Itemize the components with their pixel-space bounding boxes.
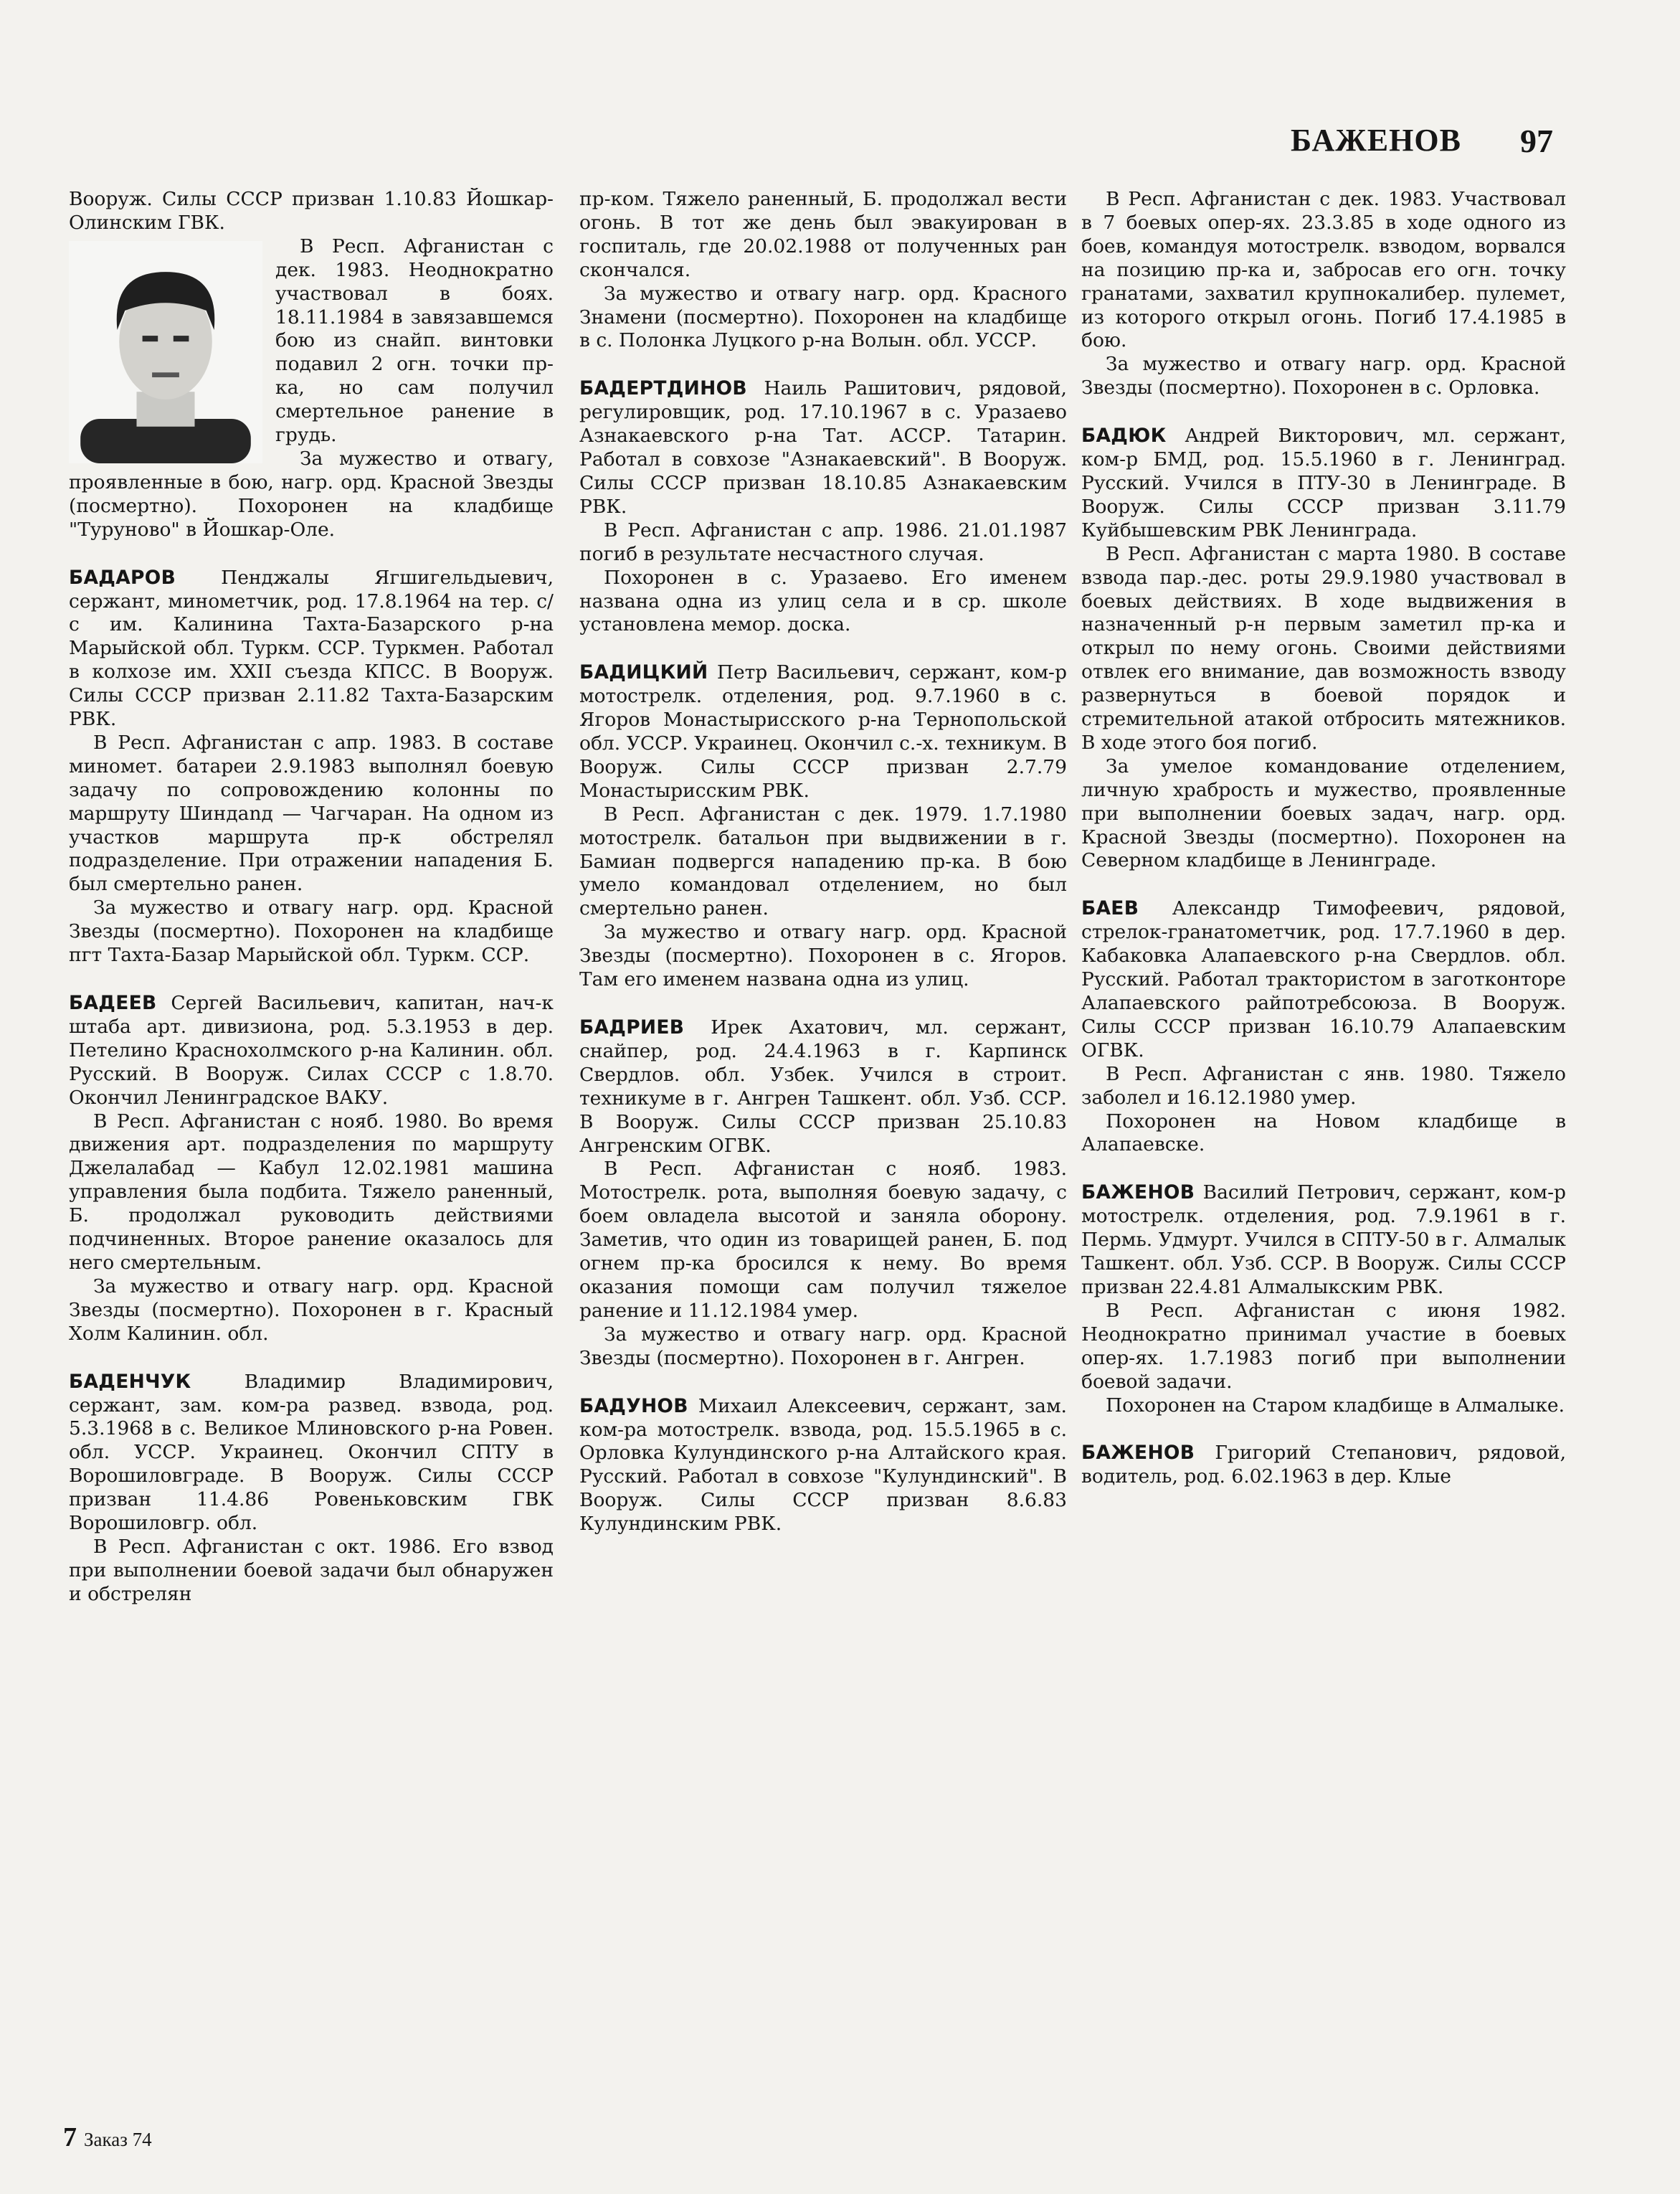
entry-text: Похоронен на Старом кладбище в Алмалыке. xyxy=(1106,1394,1565,1417)
entry-continued xyxy=(579,188,1067,353)
entry-text: За мужество и отвагу нагр. орд. Красной Звезды (посмертно). Похоронен на кладбище пгт Тахта-Базар Марыйской обл. Туркм. ССР. xyxy=(69,897,554,967)
entry-text: БАДАРОВ Пенджалы Ягшигельдыевич, сержант, минометчик, род. 17.8.1964 на тер. с/с им. Калинина Тахта-Базарского р-на Марыйской обл. Туркм. ССР. Туркмен. Работал в колхозе им. XXII съезда КПСС. В Вооруж. Силы СССР призван 2.11.82 Тахта-Базарским РВК. xyxy=(69,566,554,731)
page-footer xyxy=(63,2122,350,2153)
entry-text: В Респ. Афганистан с июня 1982. Неоднократно принимал участие в боевых опер-ях. 1.7.1983 погиб при выполнении боевой задачи. xyxy=(1081,1299,1566,1393)
entry-text: БАДЕРТДИНОВ Наиль Рашитович, рядовой, регулировщик, род. 17.10.1967 в с. Уразаево Азнакаевского р-на Тат. АССР. Татарин. Работал в совхозе "Азнакаевский". В Вооруж. Силы СССР призван 18.10.85 Азнакаевским РВК. xyxy=(579,377,1067,518)
entry-text: БАДИЦКИЙ Петр Васильевич, сержант, ком-р мотострелк. отделения, род. 9.7.1960 в с. Ягоров Монастырисского р-на Тернопольской обл. УССР. Украинец. Окончил с.-х. техникум. В Вооруж. Силы СССР призван 2.7.79 Монастырисским РВК. xyxy=(579,661,1067,802)
entry-text: За мужество и отвагу нагр. орд. Красной Звезды (посмертно). Похоронен в г. Ангрен. xyxy=(579,1323,1067,1369)
entry-text: В Респ. Афганистан с апр. 1983. В составе миномет. батареи 2.9.1983 выполнял боевую задачу по сопровождению колонны по маршруту Шиндanд — Чагчаран. На одном из участков маршрута пр-к обстрелял подразделение. При отражении нападения Б. был смертельно ранен. xyxy=(69,731,554,896)
column-3 xyxy=(1081,188,1566,2029)
entry-text: В Респ. Афганистан с дек. 1979. 1.7.1980 мотострелк. батальон при выдвижении в г. Бамиан подвергся нападению пр-ка. В бою умело командовал отделением, но был смертельно ранен. xyxy=(579,803,1067,920)
entry-name: БАДУНОВ xyxy=(579,1394,688,1417)
entry-text: За умелое командование отделением, личную храбрость и мужество, проявленные при выполнении боевых задач, нагр. орд. Красной Звезды (посмертно). Похоронен на Северном кладбище в Ленинграде. xyxy=(1081,755,1566,872)
entry-name: БАЖЕНОВ xyxy=(1081,1442,1195,1465)
entry-text: За мужество и отвагу нагр. орд. Красной Звезды (посмертно). Похоронен в с. Орловка. xyxy=(1081,353,1566,399)
entry xyxy=(1081,1442,1566,1489)
entry-name: БАДЕРТДИНОВ xyxy=(579,377,747,400)
entry-text: За мужество и отвагу нагр. орд. Красной Звезды (посмертно). Похоронен в с. Ягоров. Там его именем названа одна из улиц. xyxy=(579,921,1067,991)
entry-text: БАДЮК Андрей Викторович, мл. сержант, ком-р БМД, род. 15.5.1960 в г. Ленинград. Русский. Учился в ПТУ-30 в Ленинграде. В Вооруж. Силы СССР призван 3.11.79 Куйбышевским РВК Ленинграда. xyxy=(1081,425,1566,542)
entry-text: В Респ. Афганистан с янв. 1980. Тяжело заболел и 16.12.1980 умер. xyxy=(1081,1062,1566,1109)
entry xyxy=(579,1016,1067,1371)
column-1 xyxy=(69,188,554,2029)
entry xyxy=(579,1395,1067,1536)
entry-continued xyxy=(1081,188,1566,400)
entry-text: БАЖЕНОВ Василий Петрович, сержант, ком-р мотострелк. отделения, род. 7.9.1961 в г. Пермь. Удмурт. Учился в СПТУ-50 в г. Алмалык Ташкент. обл. Узб. ССР. В Вооруж. Силы СССР призван 22.4.81 Алмалыкским РВК. xyxy=(1081,1181,1566,1298)
entry-name: БАЖЕНОВ xyxy=(1081,1181,1195,1204)
entry-text: В Респ. Афганистан с марта 1980. В составе взвода пар.-дес. роты 29.9.1980 участвовал в боевых действиях. В ходе выдвижения в назначенный р-н первым заметил пр-ка и открыл по нему огонь. Своими действиями отвлек его внимание, дав возможность взводу развернуться в боевой порядок и стремительной атакой отбросить мятежников. В ходе этого боя погиб. xyxy=(1081,542,1566,754)
entry-text: За мужество и отвагу, проявленные в бою, нагр. орд. Красной Звезды (посмертно). Похоронен на кладбище "Туруново" в Йошкар-Оле. xyxy=(69,447,554,541)
entry-text: БАЖЕНОВ Григорий Степанович, рядовой, водитель, род. 6.02.1963 в дер. Клые xyxy=(1081,1442,1566,1488)
entry-text: За мужество и отвагу нагр. орд. Красного Знамени (посмертно). Похоронен на кладбище в с. Полонка Луцкого р-на Волын. обл. УССР. xyxy=(579,282,1067,352)
entry-continued xyxy=(69,188,554,542)
portrait-photo xyxy=(69,241,262,463)
entry-text: пр-ком. Тяжело раненный, Б. продолжал вести огонь. В тот же день был эвакуирован в госпиталь, где 20.02.1988 от полученных ран скончался. xyxy=(579,188,1067,281)
entry xyxy=(1081,425,1566,873)
entry xyxy=(1081,897,1566,1157)
entry-text: БАЕВ Александр Тимофеевич, рядовой, стрелок-гранатометчик, род. 17.7.1960 в дер. Кабаковка Алапаевского р-на Свердлов. обл. Русский. Работал трактористом в заготконторе Алапаевского райпотребсоюза. В Вооруж. Силы СССР призван 16.10.79 Алапаевским ОГВК. xyxy=(1081,897,1566,1061)
entry xyxy=(579,377,1067,637)
entry-text: В Респ. Афганистан с дек. 1983. Участвовал в 7 боевых опер-ях. 23.3.85 в ходе одного из боев, командуя мотострелк. взводом, ворвался на позицию пр-ка и, забросав его огн. точку гранатами, захватил крупнокалибер. пулемет, из которого открыл огонь. Погиб 17.4.1985 в бою. xyxy=(1081,188,1566,352)
footer-label: Заказ 74 xyxy=(84,2129,152,2150)
entry xyxy=(69,992,554,1346)
entry-text: Вооруж. Силы СССР призван 1.10.83 Йошкар-Олинским ГВК. xyxy=(69,188,554,234)
entry-text: За мужество и отвагу нагр. орд. Красной Звезды (посмертно). Похоронен в г. Красный Холм Калинин. обл. xyxy=(69,1275,554,1345)
entry-text: БАДУНОВ Михаил Алексеевич, сержант, зам. ком-ра мотострелк. взвода, род. 15.5.1965 в с. Орловка Кулундинского р-на Алтайского края. Русский. Работал в совхозе "Кулундинский". В Вооруж. Силы СССР призван 8.6.83 Кулундинским РВК. xyxy=(579,1394,1067,1536)
entry-name: БАДЕЕВ xyxy=(69,992,157,1014)
entry-text: БАДРИЕВ Ирек Ахатович, мл. сержант, снайпер, род. 24.4.1963 в г. Карпинск Свердлов. обл. Узбек. Учился в строит. техникуме в г. Ангрен Ташкент. обл. Узб. ССР. В Вооруж. Силы СССР призван 25.10.83 Ангренским ОГВК. xyxy=(579,1016,1067,1157)
entry-text: БАДЕНЧУК Владимир Владимирович, сержант, зам. ком-ра развед. взвода, род. 5.3.1968 в с. Великое Млиновского р-на Ровен. обл. УССР. Украинец. Окончил СПТУ в Ворошиловграде. В Вооруж. Силы СССР призван 11.4.86 Ровеньковским ГВК Ворошиловгр. обл. xyxy=(69,1370,554,1535)
entry-text: В Респ. Афганистан с нояб. 1980. Во время движения арт. подразделения по маршруту Джелалабад — Кабул 12.02.1981 машина управления была подбита. Тяжело раненный, Б. продолжал руководить действиями подчиненных. Второе ранение оказалось для него смертельным. xyxy=(69,1110,554,1274)
entry xyxy=(579,661,1067,992)
entry-name: БАДАРОВ xyxy=(69,566,176,589)
entry-name: БАДЕНЧУК xyxy=(69,1370,191,1393)
entry-name: БАДРИЕВ xyxy=(579,1016,685,1039)
entry-text: В Респ. Афганистан с нояб. 1983. Мотострелк. рота, выполняя боевую задачу, с боем овладела высотой и заняла оборону. Заметив, что один из товарищей ранен, Б. под огнем пр-ка бросился к нему. Во время оказания помощи сам получил тяжелое ранение и 11.12.1984 умер. xyxy=(579,1158,1067,1322)
column-2 xyxy=(579,188,1067,2029)
entry xyxy=(1081,1181,1566,1417)
running-head-word: БАЖЕНОВ xyxy=(1291,123,1461,158)
entry xyxy=(69,567,554,968)
entry-text: БАДЕЕВ Сергей Васильевич, капитан, нач-к штаба арт. дивизиона, род. 5.3.1953 в дер. Петелино Краснохолмского р-на Калинин. обл. Русский. В Вооруж. Силах СССР с 1.8.70. Окончил Ленинградское ВАКУ. xyxy=(69,992,554,1109)
entry-text: Похоронен в с. Уразаево. Его именем названа одна из улиц села и в ср. школе установлена мемор. доска. xyxy=(579,566,1067,636)
entry xyxy=(69,1371,554,1607)
entry-text: В Респ. Афганистан с дек. 1983. Неоднократно участвовал в боях. 18.11.1984 в завязавшемся бою из снайп. винтовки подавил 2 огн. точки пр-ка, но сам получил смертельное ранение в грудь. xyxy=(275,235,554,447)
signature-number: 7 xyxy=(63,2122,77,2152)
entry-text: Похоронен на Новом кладбище в Алапаевске. xyxy=(1081,1110,1566,1156)
page-number: 97 xyxy=(1520,123,1553,159)
entry-name: БАДИЦКИЙ xyxy=(579,661,708,684)
entry-text: В Респ. Афганистан с апр. 1986. 21.01.1987 погиб в результате несчастного случая. xyxy=(579,519,1067,565)
entry-name: БАДЮК xyxy=(1081,425,1167,448)
entry-name: БАЕВ xyxy=(1081,897,1139,920)
entry-text: В Респ. Афганистан с окт. 1986. Его взвод при выполнении боевой задачи был обнаружен и обстрелян xyxy=(69,1535,554,1605)
